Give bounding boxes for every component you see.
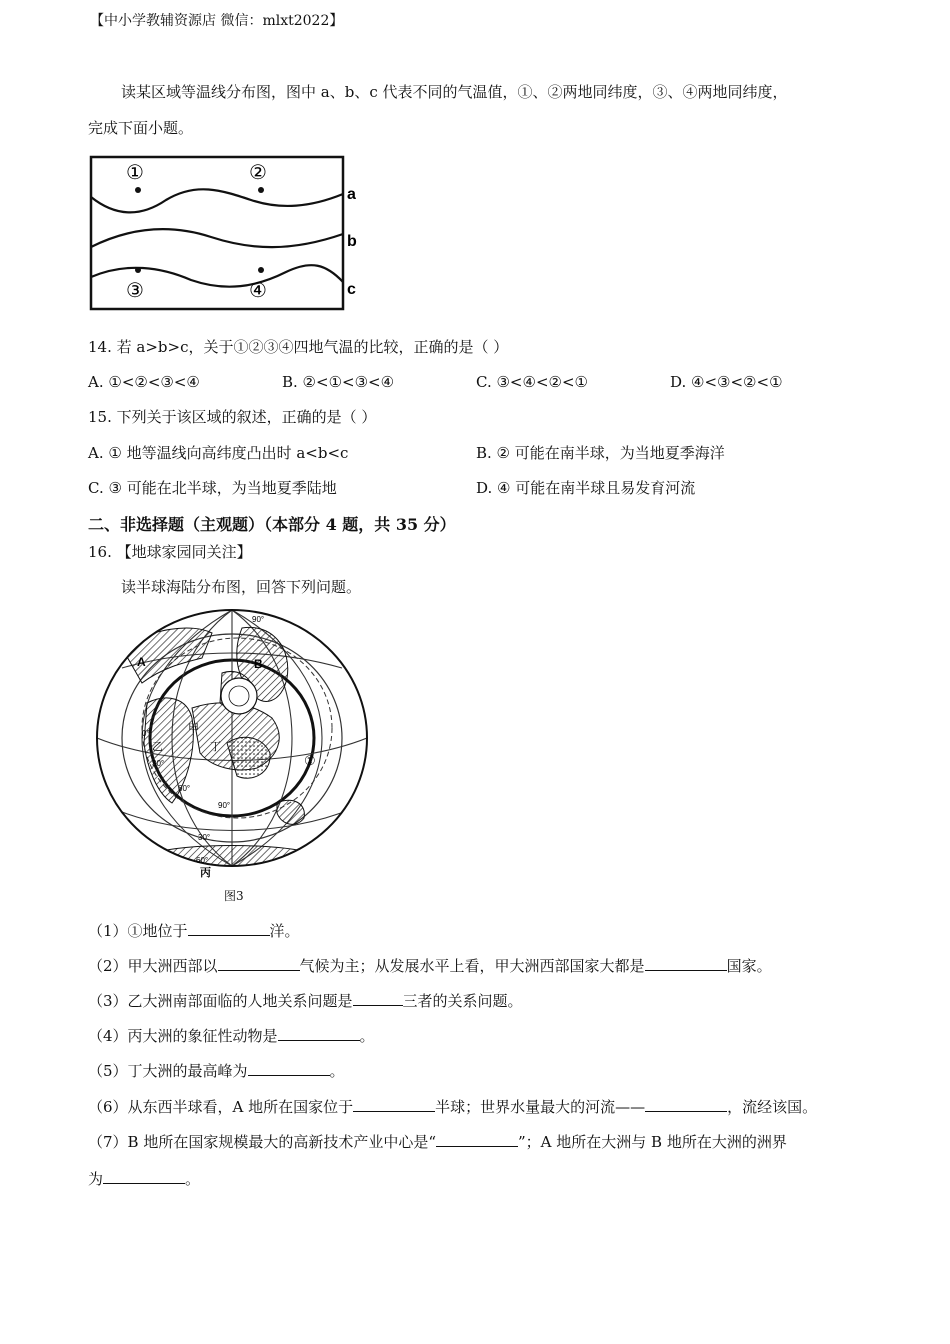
q15-stem: 15. 下列关于该区域的叙述，正确的是（ ）	[88, 408, 377, 426]
intro-line-1: 读某区域等温线分布图，图中 a、b、c 代表不同的气温值，①、②两地同纬度，③、④两地同纬度，	[121, 83, 788, 101]
q15-option-c: C. ③ 可能在北半球，为当地夏季陆地	[88, 479, 337, 497]
hemisphere-map	[92, 608, 382, 886]
q16-sub-3: （3）乙大洲南部面临的人地关系问题是 三者的关系问题。	[88, 992, 523, 1010]
map-label-bing: 丙	[200, 867, 211, 879]
point-1-label: ①	[126, 162, 144, 184]
answer-blank-3	[353, 990, 403, 1006]
point-4-dot	[258, 267, 264, 273]
map-label-60-left: 60°	[178, 784, 191, 793]
q16-sub-6: （6）从东西半球看，A 地所在国家位于 半球；世界水量最大的河流—— ，流经该国。	[88, 1098, 818, 1116]
q14-option-d: D. ④<③<②<①	[670, 373, 783, 391]
map-label-b: B	[254, 657, 263, 671]
map-label-jia: 甲	[188, 723, 199, 735]
line-b-label: b	[347, 233, 357, 250]
q16-sub-4: （4）丙大洲的象征性动物是 。	[88, 1027, 375, 1045]
intro-line-2: 完成下面小题。	[88, 119, 194, 137]
isotherm-b	[91, 229, 343, 247]
q16-sub-1: （1）①地位于 洋。	[88, 922, 300, 940]
isotherm-a	[91, 189, 343, 212]
point-3-dot	[135, 267, 141, 273]
point-3-label: ③	[126, 280, 144, 302]
line-c-label: c	[347, 281, 356, 298]
q15-option-a: A. ① 地等温线向高纬度凸出时 a<b<c	[88, 444, 349, 462]
answer-blank-7b	[103, 1168, 185, 1184]
point-2-dot	[258, 187, 264, 193]
map-label-yi: 乙	[152, 741, 163, 753]
map-label-point-1: ①	[304, 753, 316, 768]
section-2-heading: 二、非选择题（主观题）（本部分 4 题，共 35 分）	[88, 515, 456, 534]
map-label-30-left: 30°	[152, 759, 165, 768]
map-label-90-center: 90°	[218, 801, 231, 810]
q14-stem: 14. 若 a>b>c，关于①②③④四地气温的比较，正确的是（ ）	[88, 338, 509, 356]
q15-option-d: D. ④ 可能在南半球且易发育河流	[476, 479, 696, 497]
answer-blank-6b	[645, 1096, 727, 1112]
q16-sub-2: （2）甲大洲西部以 气候为主；从发展水平上看，甲大洲西部国家大都是 国家。	[88, 957, 772, 975]
map-label-60-bottom: 60°	[196, 856, 209, 865]
header-text: 【中小学教辅资源店 微信：mlxt2022】	[90, 13, 344, 29]
q16-sub-7: （7）B 地所在国家规模最大的高新技术产业中心是“ ”；A 地所在大洲与 B 地所在大洲的洲界	[88, 1133, 787, 1151]
q15-option-b: B. ② 可能在南半球，为当地夏季海洋	[476, 444, 725, 462]
q16-title: 16. 【地球家园同关注】	[88, 543, 252, 561]
q14-option-c: C. ③<④<②<①	[476, 373, 588, 391]
q14-option-a: A. ①<②<③<④	[88, 373, 200, 391]
map-label-a: A	[137, 655, 146, 669]
figure-caption: 图3	[224, 889, 244, 903]
map-label-ding: 丁	[210, 741, 221, 753]
q14-option-b: B. ②<①<③<④	[282, 373, 395, 391]
answer-blank-6a	[353, 1096, 435, 1112]
answer-blank-7a	[436, 1131, 518, 1147]
answer-blank-2a	[218, 955, 300, 971]
point-2-label: ②	[249, 162, 267, 184]
answer-blank-1	[188, 920, 270, 936]
isotherm-map	[86, 152, 366, 314]
q16-sub-7-cont: 为 。	[88, 1170, 201, 1188]
answer-blank-5	[248, 1060, 330, 1076]
map-label-0: 0°	[142, 729, 150, 738]
map-label-30-bottom: 30°	[198, 833, 211, 842]
q16-instruction: 读半球海陆分布图，回答下列问题。	[121, 578, 362, 596]
answer-blank-2b	[645, 955, 727, 971]
q16-sub-5: （5）丁大洲的最高峰为 。	[88, 1062, 345, 1080]
answer-blank-4	[278, 1025, 360, 1041]
line-a-label: a	[347, 186, 356, 203]
point-4-label: ④	[249, 280, 267, 302]
point-1-dot	[135, 187, 141, 193]
map-label-90-top: 90°	[252, 615, 265, 624]
